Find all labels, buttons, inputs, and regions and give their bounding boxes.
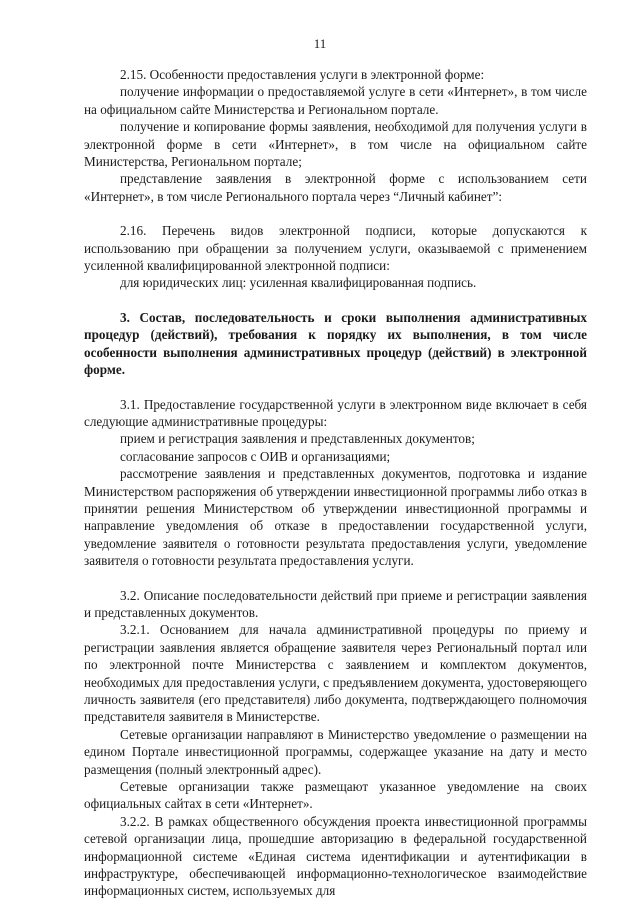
section-3-heading: 3. Состав, последовательность и сроки выполнения административных процедур (действий), требования к порядку их выполнения, в том числе особенности выполнения административных процедур (действий) в электронной форме. [84,309,587,378]
paragraph: представление заявления в электронной форме с использованием сети «Интернет», в том числе Регионального портала через “Личный кабинет”: [84,171,587,204]
section-3-1-paragraph: 3.1. Предоставление государственной услуги в электронном виде включает в себя следующие административные процедуры: [84,396,587,429]
list-item: рассмотрение заявления и представленных документов, подготовка и издание Министерством распоряжения об утверждении инвестиционной программы либо отказ в принятии решения Министерством об утверждении инвестиционной программы и направление уведомления об отказе в предоставлении государственной услуги, уведомление заявителя о готовности результата предоставления услуги, уведомление заявителя о готовности результата предоставления услуги. [84,466,587,569]
document-body [84,66,587,900]
list-item: согласование запросов с ОИВ и организациями; [120,448,391,464]
paragraph: получение и копирование формы заявления, необходимой для получения услуги в электронной форме в сети «Интернет», в том числе на официальном сайте Министерства, Региональном портале; [84,119,587,170]
section-2-16-heading: 2.16. Перечень видов электронной подписи, которые допускаются к использованию при обращении за получением услуги, оказываемой с применением усиленной квалифицированной электронной подписи: [84,223,587,274]
paragraph: получение информации о предоставляемой услуге в сети «Интернет», в том числе на официальном сайте Министерства и Региональном портале. [84,84,587,117]
paragraph: Сетевые организации направляют в Министерство уведомление о размещении на едином Портале инвестиционной программы, содержащее указание на дату и место размещения (полный электронный адрес). [84,726,587,777]
paragraph: Сетевые организации также размещают указанное уведомление на своих официальных сайтах в сети «Интернет». [84,779,587,812]
page-number: 11 [313,36,327,51]
paragraph: для юридических лиц: усиленная квалифицированная подпись. [120,275,477,291]
section-3-2-1-paragraph: 3.2.1. Основанием для начала административной процедуры по приему и регистрации заявления является обращение заявителя через Региональный портал или по электронной почте Министерства с заявлением и комплектом документов, необходимых для предоставления услуги, с предъявлением документа, удостоверяющего личность заявителя (его представителя) либо документа, подтверждающего полномочия представителя заявителя в Министерстве. [84,622,587,725]
section-3-2-2-paragraph: 3.2.2. В рамках общественного обсуждения проекта инвестиционной программы сетевой организации лица, прошедшие авторизацию в федеральной государственной информационной системе «Единая система идентификации и аутентификации в инфраструктуре, обеспечивающей информационно-технологическое взаимодействие информационных систем, используемых для [84,813,587,899]
section-2-15-heading: 2.15. Особенности предоставления услуги в электронной форме: [120,67,485,82]
section-3-2-heading: 3.2. Описание последовательности действий при приеме и регистрации заявления и представленных документов. [84,587,587,620]
list-item: прием и регистрация заявления и представленных документов; [120,431,475,447]
